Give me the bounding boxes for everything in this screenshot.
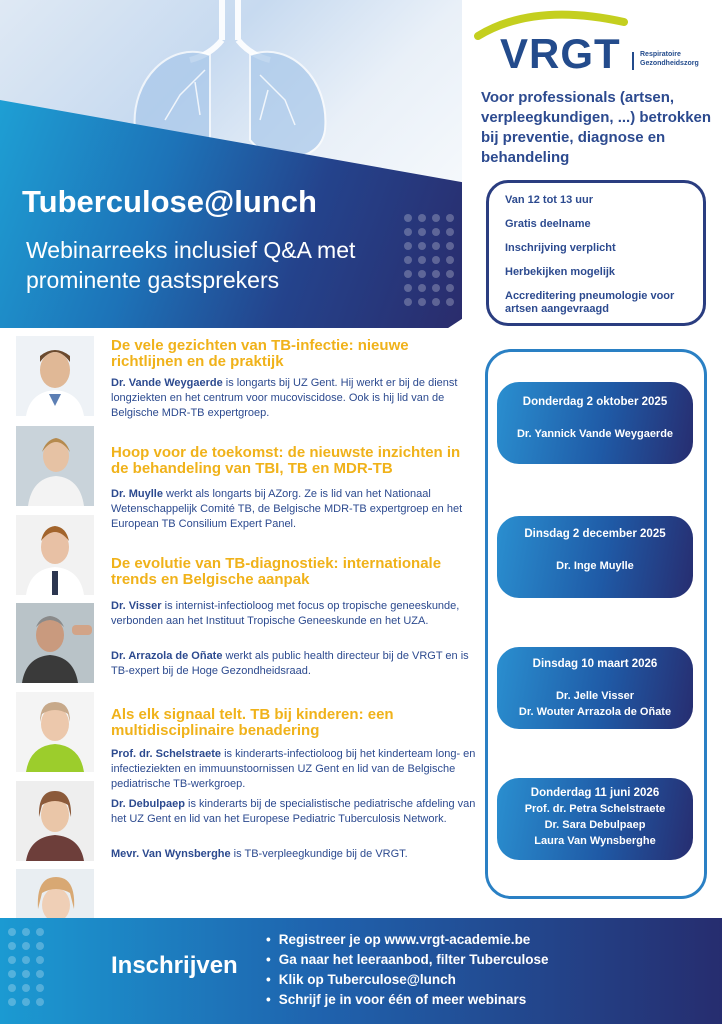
schedule-card (497, 778, 693, 860)
registration-step: • Registreer je op www.vrgt-academie.be (266, 930, 549, 950)
session-bio (111, 847, 476, 862)
info-line: Van 12 tot 13 uur (505, 194, 594, 206)
speaker-bio-text: is kinderarts bij de specialistische pediatrische afdeling van het UZ Gent en lid van het Europese Pediatric Tuberculosis Network. (111, 798, 476, 825)
page-title: Tuberculose@lunch (22, 184, 317, 219)
speaker-photo-muylle (16, 426, 94, 506)
session-bio (111, 747, 476, 792)
schedule-speaker: Dr. Wouter Arrazola de Oñate (518, 706, 672, 718)
speaker-name: Mevr. Van Wynsberghe (111, 848, 231, 860)
speaker-name: Dr. Vande Weygaerde (111, 377, 223, 389)
audience-text: Voor professionals (artsen, verpleegkundigen, ...) betrokken bij preventie, diagnose en behandeling (481, 89, 712, 166)
speaker-photo-schelstraete (16, 692, 94, 772)
speaker-bio-text: is TB-verpleegkundige bij de VRGT. (230, 848, 408, 860)
session-bio (111, 487, 476, 532)
registration-step: • Schrijf je in voor één of meer webinars (266, 990, 549, 1010)
session-title: De evolutie van TB-diagnostiek: internationale trends en Belgische aanpak (111, 555, 442, 588)
speaker-bio-text: werkt als longarts bij AZorg. Ze is lid van het Nationaal Wetenschappelijk Comité TB, de Belgische MDR-TB expertgroep en het European TB Consilium Expert Panel. (111, 488, 463, 530)
speaker-photo-debulpaep (16, 781, 94, 861)
session-bio (111, 599, 476, 629)
schedule-speaker: Dr. Yannick Vande Weygaerde (516, 428, 674, 440)
speaker-bio-text: is kinderarts-infectioloog bij het kinderteam long- en infectieziekten en immuunstoornissen UZ Gent en lid van de Belgische pediatrische TB-werkgroep. (111, 748, 476, 790)
session-bio (111, 376, 476, 421)
session-title: Hoop voor de toekomst: de nieuwste inzichten in de behandeling van TBI, TB en MDR-TB (111, 444, 461, 477)
speaker-bio-text: werkt als public health directeur bij de VRGT en is TB-expert bij de Hoge Gezondheidsraad. (111, 650, 469, 677)
footer-dot-pattern (8, 928, 44, 1006)
info-line: Accreditering pneumologie voor artsen aangevraagd (505, 290, 675, 315)
logo-text: VRGT (500, 30, 621, 77)
schedule-card (497, 516, 693, 598)
session-title: Als elk signaal telt. TB bij kinderen: een multidisciplinaire benadering (111, 706, 394, 739)
schedule-card (497, 647, 693, 729)
session-title: De vele gezichten van TB-infectie: nieuwe richtlijnen en de praktijk (111, 337, 409, 370)
logo-subtitle-line: Gezondheidszorg (640, 60, 699, 67)
schedule-speaker: Dr. Sara Debulpaep (544, 819, 646, 831)
speaker-name: Prof. dr. Schelstraete (111, 748, 222, 760)
speaker-name: Dr. Muylle (111, 488, 163, 500)
page-subtitle: Webinarreeks inclusief Q&A met prominente gastsprekers (26, 237, 356, 293)
info-line: Herbekijken mogelijk (505, 266, 616, 278)
schedule-date: Donderdag 2 oktober 2025 (522, 396, 668, 408)
registration-steps (266, 930, 549, 1010)
logo-divider (632, 52, 634, 70)
schedule-date: Dinsdag 10 maart 2026 (532, 658, 658, 670)
schedule-card (497, 382, 693, 464)
registration-step: • Klik op Tuberculose@lunch (266, 970, 549, 990)
info-line: Gratis deelname (505, 218, 591, 230)
session-bio (111, 797, 476, 827)
speaker-photo-visser (16, 515, 94, 595)
schedule-speaker: Laura Van Wynsberghe (534, 835, 656, 847)
schedule-speaker: Prof. dr. Petra Schelstraete (524, 803, 666, 815)
logo-subtitle-line: Respiratoire (640, 51, 681, 58)
footer-title: Inschrijven (111, 952, 238, 979)
info-line: Inschrijving verplicht (505, 242, 616, 254)
speaker-name: Dr. Visser (111, 600, 162, 612)
speaker-photo-arrazola (16, 603, 94, 683)
schedule-date: Dinsdag 2 december 2025 (524, 528, 666, 540)
registration-step: • Ga naar het leeraanbod, filter Tuberculose (266, 950, 549, 970)
speaker-name: Dr. Arrazola de Oñate (111, 650, 223, 662)
info-box (486, 180, 706, 326)
speaker-name: Dr. Debulpaep (111, 798, 185, 810)
logo-subtitle (640, 50, 710, 68)
session-bio (111, 649, 476, 679)
schedule-speaker: Dr. Inge Muylle (556, 560, 634, 572)
speaker-bio-text: is internist-infectioloog met focus op tropische geneeskunde, verbonden aan het Instituut Tropische Geneeskunde en het UZA. (111, 600, 460, 627)
schedule-speaker: Dr. Jelle Visser (555, 690, 635, 702)
speaker-photo-vande-weygaerde (16, 336, 94, 416)
speaker-bio-text: is longarts bij UZ Gent. Hij werkt er bij de dienst longziekten en het centrum voor mucoviscidose. Ook is hij lid van de Belgische MDR-TB expertgroep. (111, 377, 458, 419)
schedule-date: Donderdag 11 juni 2026 (530, 787, 660, 799)
